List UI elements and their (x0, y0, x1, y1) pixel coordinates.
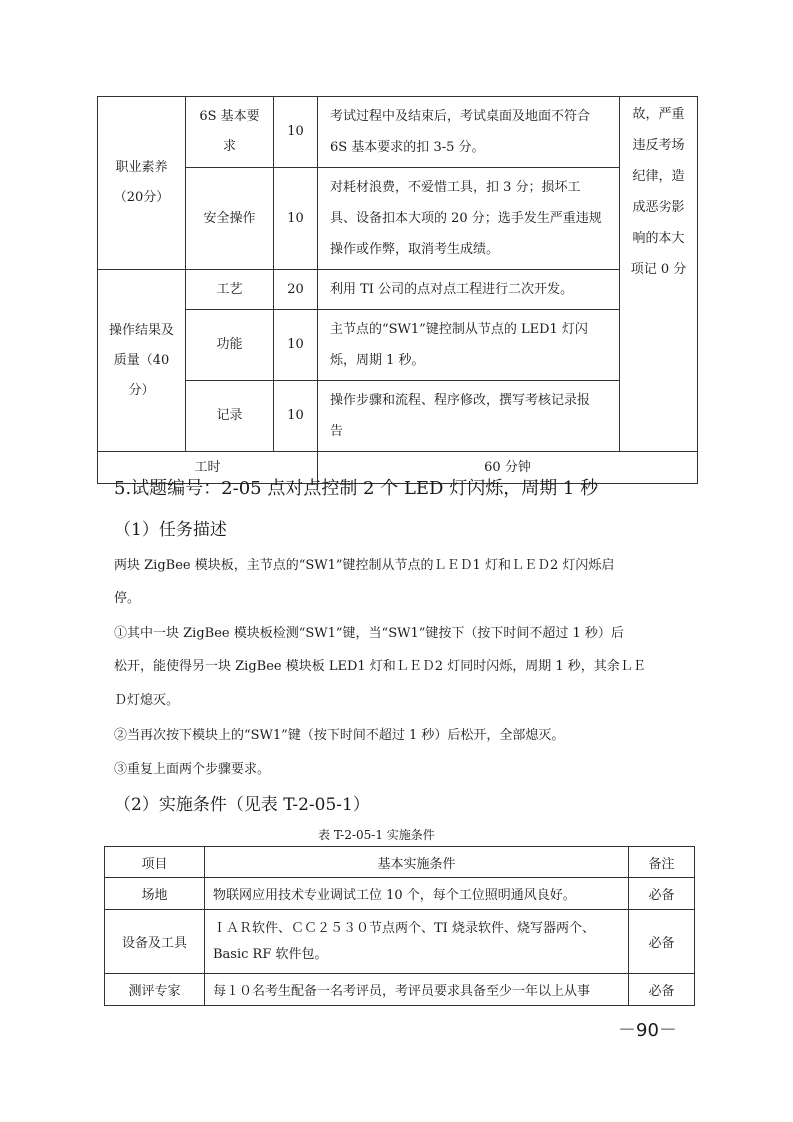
desc-craft: 利用 TI 公司的点对点工程进行二次开发。 (318, 270, 620, 310)
row-equip-note: 必备 (629, 910, 695, 974)
task-heading: （1）任务描述 (114, 520, 227, 540)
para1-line1: 两块 ZigBee 模块板，主节点的“SW1”键控制从节点的ＬＥＤ1 灯和ＬＥＤ2 灯闪烁启 (114, 558, 615, 573)
row-expert-item: 测评专家 (105, 974, 205, 1006)
score-table (97, 96, 698, 484)
category-professional: 职业素养 （20分） (98, 97, 186, 270)
time-label: 工时 (98, 452, 318, 484)
score-craft: 20 (274, 270, 318, 310)
score-6s: 10 (274, 97, 318, 168)
desc-function: 主节点的“SW1”键控制从节点的 LED1 灯闪 烁，周期 1 秒。 (318, 310, 620, 381)
item-6s: 6S 基本要 求 (186, 97, 274, 168)
para2-line1: ①其中一块 ZigBee 模块板检测“SW1”键，当“SW1”键按下（按下时间不超过 1 秒）后 (114, 626, 624, 641)
item-function: 功能 (186, 310, 274, 381)
conditions-table (104, 846, 695, 1006)
para4: ③重复上面两个步骤要求。 (114, 762, 271, 777)
para2-line3: Ｄ灯熄灭。 (114, 693, 180, 708)
header-item: 项目 (105, 847, 205, 878)
para3: ②当再次按下模块上的“SW1”键（按下时间不超过 1 秒）后松开，全部熄灭。 (114, 728, 565, 743)
header-note: 备注 (629, 847, 695, 878)
item-record: 记录 (186, 381, 274, 452)
row-expert-cond: 每１０名考生配备一名考评员，考评员要求具备至少一年以上从事 (205, 974, 629, 1006)
score-record: 10 (274, 381, 318, 452)
header-cond: 基本实施条件 (205, 847, 629, 878)
para2-line2: 松开，能使得另一块 ZigBee 模块板 LED1 灯和ＬＥＤ2 灯同时闪烁，周期 1 秒，其余ＬＥ (114, 659, 646, 674)
desc-safety: 对耗材浪费，不爱惜工具，扣 3 分；损坏工 具、设备扣本大项的 20 分；选手发生严重违规 操作或作弊，取消考生成绩。 (318, 168, 620, 270)
page-number: －90－ (618, 1020, 677, 1041)
score-safety: 10 (274, 168, 318, 270)
desc-6s: 考试过程中及结束后，考试桌面及地面不符合 6S 基本要求的扣 3-5 分。 (318, 97, 620, 168)
category-result: 操作结果及 质量（40 分） (98, 270, 186, 452)
para1-line2: 停。 (114, 591, 141, 606)
row-site-note: 必备 (629, 878, 695, 910)
row-equip-cond: ＩＡＲ软件、ＣＣ２５３０节点两个、TI 烧录软件、烧写器两个、 Basic RF 软件包。 (205, 910, 629, 974)
table-caption: 表 T-2-05-1 实施条件 (318, 828, 435, 842)
desc-record: 操作步骤和流程、程序修改，撰写考核记录报 告 (318, 381, 620, 452)
item-craft: 工艺 (186, 270, 274, 310)
score-function: 10 (274, 310, 318, 381)
row-expert-note: 必备 (629, 974, 695, 1006)
section-title: 5.试题编号：2-05 点对点控制 2 个 LED 灯闪烁，周期 1 秒 (114, 478, 599, 499)
time-value: 60 分钟 (318, 452, 698, 484)
row-equip-item: 设备及工具 (105, 910, 205, 974)
item-safety: 安全操作 (186, 168, 274, 270)
row-site-item: 场地 (105, 878, 205, 910)
cond-heading: （2）实施条件（见表 T-2-05-1） (114, 795, 370, 815)
note-cell: 故，严重 违反考场 纪律，造 成恶劣影 响的本大 项记 0 分 (620, 97, 698, 452)
row-site-cond: 物联网应用技术专业调试工位 10 个，每个工位照明通风良好。 (205, 878, 629, 910)
